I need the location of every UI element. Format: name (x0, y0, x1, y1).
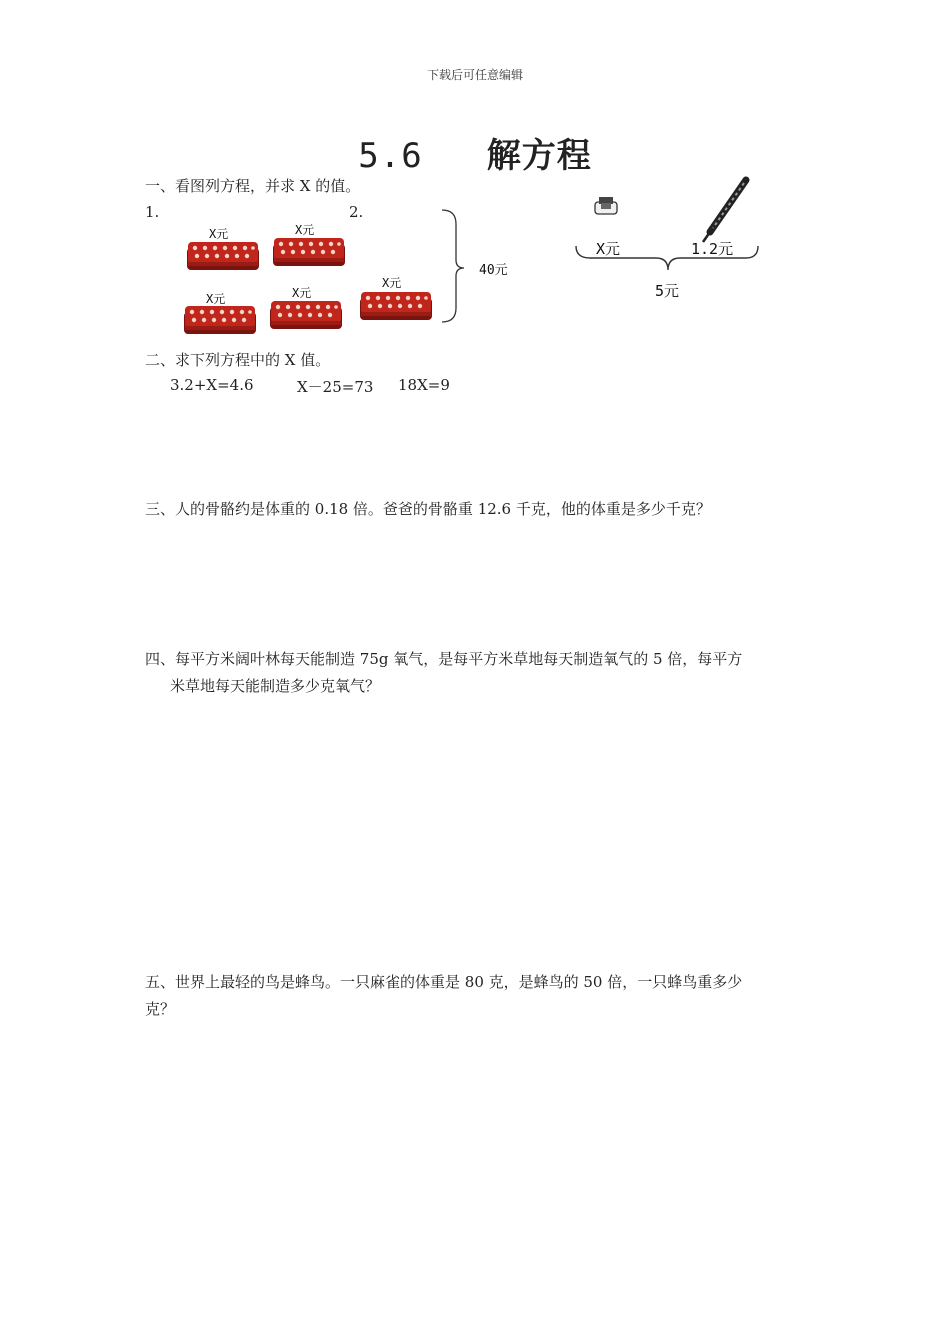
pen-icon (703, 180, 746, 242)
header-note: 下载后可任意编辑 (426, 68, 523, 82)
box-5-label: X元 (382, 276, 402, 290)
total-price-label: 40元 (479, 263, 508, 278)
box-4 (270, 301, 342, 329)
q2-prompt: 二、求下列方程中的 X 值。 (145, 351, 331, 369)
q5-line1: 五、世界上最轻的鸟是蜂鸟。一只麻雀的体重是 80 克，是蜂鸟的 50 倍，一只蜂鸟重多少 (145, 973, 743, 991)
box-1 (187, 242, 259, 270)
box-3 (184, 306, 256, 334)
q1-item1-number: 1. (145, 203, 160, 221)
sum-price-label: 5元 (655, 282, 680, 300)
brace-right (442, 210, 464, 322)
pen-price-label: 1.2元 (691, 240, 734, 258)
box-2 (273, 238, 345, 266)
page-title (0, 128, 950, 177)
q1-item2-number: 2. (349, 203, 364, 221)
ink-price-label: X元 (596, 240, 621, 258)
box-4-label: X元 (292, 286, 312, 300)
box-3-label: X元 (206, 292, 226, 306)
equation-1: 3.2+X=4.6 (170, 376, 254, 394)
box-1-label: X元 (209, 227, 229, 241)
q1-figure-ink-pen (568, 176, 768, 276)
box-2-label: X元 (295, 223, 315, 237)
q1-prompt: 一、看图列方程，并求 X 的值。 (145, 177, 361, 195)
q3-text: 三、人的骨骼约是体重的 0.18 倍。爸爸的骨骼重 12.6 千克，他的体重是多少千克？ (145, 500, 711, 518)
ink-bottle-icon (595, 197, 617, 214)
box-5 (360, 292, 432, 320)
q4-line2: 米草地每天能制造多少克氧气？ (170, 677, 381, 695)
q5-line2: 克？ (145, 1000, 176, 1018)
q4-line1: 四、每平方米阔叶林每天能制造 75g 氧气，是每平方米草地每天制造氧气的 5 倍，每平方 (145, 650, 743, 668)
q1-figure-boxes (170, 200, 530, 350)
equation-3: 18X=9 (398, 376, 450, 394)
equation-2: X－25=73 (297, 378, 374, 396)
title-text: 解方程 (486, 136, 592, 176)
title-number: 5.6 (358, 136, 423, 176)
